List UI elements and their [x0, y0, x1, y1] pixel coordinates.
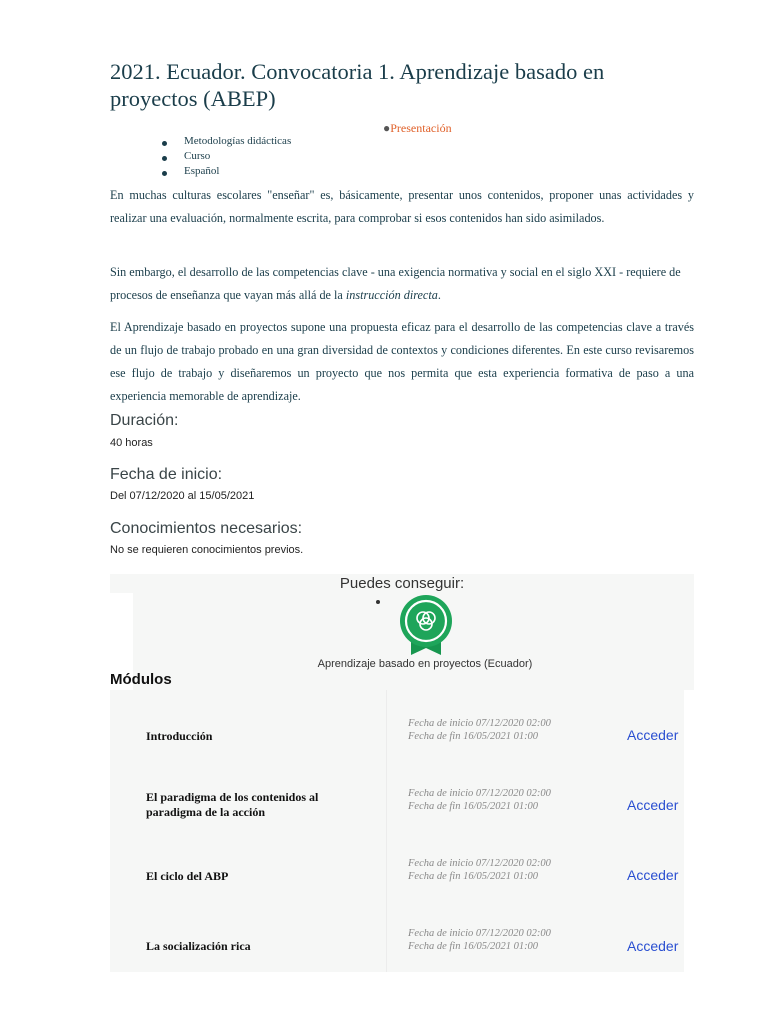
start-date-value: Del 07/12/2020 al 15/05/2021 — [110, 490, 255, 502]
bullet-icon — [376, 600, 380, 604]
module-access-link[interactable]: Acceder — [627, 938, 679, 954]
module-access-link[interactable]: Acceder — [627, 867, 679, 883]
prerequisites-heading: Conocimientos necesarios: — [110, 520, 303, 537]
module-dates: Fecha de inicio 07/12/2020 02:00 Fecha de fin 16/05/2021 01:00 — [408, 788, 551, 812]
module-row — [110, 773, 684, 843]
paragraph-2-end: . — [437, 288, 441, 302]
tag-item: Español — [162, 164, 291, 179]
module-dates: Fecha de inicio 07/12/2020 02:00 Fecha de fin 16/05/2021 01:00 — [408, 858, 551, 882]
modules-heading: Módulos — [110, 671, 172, 688]
paragraph-2-text: Sin embargo, el desarrollo de las competencias clave - una exigencia normativa y social en el siglo XXI - requiere de procesos de enseñanza que vayan más allá de la — [110, 265, 681, 302]
module-row — [110, 913, 684, 983]
duration-heading: Duración: — [110, 412, 179, 429]
achievement-title: Puedes conseguir: — [339, 575, 465, 592]
module-title: Introducción — [146, 729, 213, 743]
start-date-heading: Fecha de inicio: — [110, 466, 223, 483]
achievement-panel — [110, 574, 694, 690]
module-title: El paradigma de los contenidos al paradigma de la acción — [146, 790, 319, 819]
bullet-icon: ● — [383, 121, 391, 135]
module-row — [110, 702, 684, 772]
module-access-link[interactable]: Acceder — [627, 797, 679, 813]
module-dates: Fecha de inicio 07/12/2020 02:00 Fecha de fin 16/05/2021 01:00 — [408, 928, 551, 952]
module-title: El ciclo del ABP — [146, 869, 229, 883]
badge-icon[interactable] — [398, 594, 454, 661]
module-row — [110, 843, 684, 913]
prerequisites-value: No se requieren conocimientos previos. — [110, 544, 304, 556]
presentation-link[interactable]: Presentación — [390, 121, 452, 135]
tag-item: Curso — [162, 149, 291, 164]
module-title: La socialización rica — [146, 939, 251, 953]
paragraph-2-italic: instrucción directa — [345, 288, 438, 302]
presentation-item[interactable] — [383, 121, 452, 136]
tag-item: Metodologías didácticas — [162, 134, 291, 149]
module-access-link[interactable]: Acceder — [627, 727, 679, 743]
page-title: 2021. Ecuador. Convocatoria 1. Aprendizaje basado en proyectos (ABEP) — [110, 59, 605, 111]
module-dates: Fecha de inicio 07/12/2020 02:00 Fecha de fin 16/05/2021 01:00 — [408, 718, 551, 742]
intro-paragraph-1: En muchas culturas escolares "enseñar" es, básicamente, presentar unos contenidos, proponer unas actividades y realizar una evaluación, normalmente escrita, para comprobar si esos contenidos han sido asimilados. — [110, 188, 694, 225]
badge-name: Aprendizaje basado en proyectos (Ecuador) — [317, 658, 533, 670]
course-tags — [162, 134, 291, 179]
intro-paragraph-2 — [110, 261, 694, 307]
intro-paragraph-3: El Aprendizaje basado en proyectos supone una propuesta eficaz para el desarrollo de las competencias clave a través de un flujo de trabajo probado en una gran diversidad de contextos y condiciones diferentes. En este curso revisaremos ese flujo de trabajo y diseñaremos un proyecto que nos permita que esta experiencia formativa de paso a una experiencia memorable de aprendizaje. — [110, 320, 694, 403]
modules-table — [110, 690, 684, 972]
duration-value: 40 horas — [110, 437, 153, 449]
